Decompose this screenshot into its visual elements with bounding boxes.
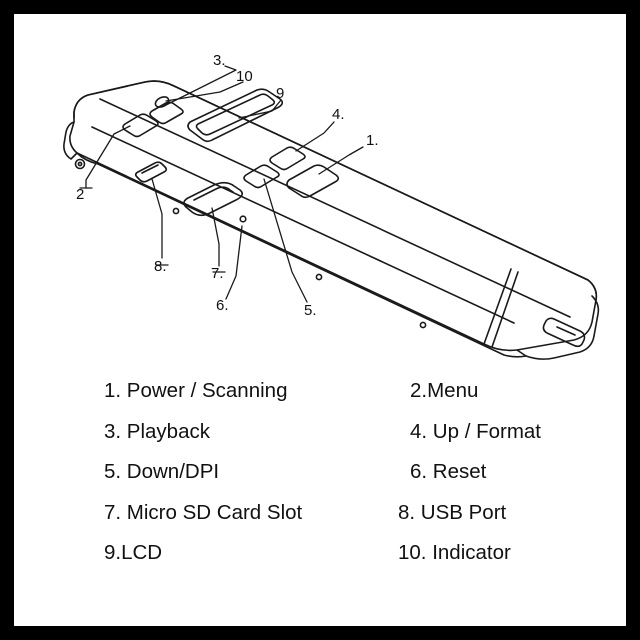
callout-9-label: 9: [276, 85, 285, 102]
callout-1-label: 1.: [366, 132, 379, 149]
callout-4-label: 4.: [332, 106, 345, 123]
callout-7-label: 7.: [211, 265, 224, 282]
legend-item-up-format: 4. Up / Format: [410, 419, 542, 443]
indicator-led: [154, 95, 171, 109]
usb-port: [136, 162, 167, 182]
legend-item-lcd: 9.LCD: [104, 541, 163, 565]
callout-3-label: 3.: [213, 52, 226, 69]
legend-row: [32, 501, 608, 525]
legend-item-power-scanning: 1. Power / Scanning: [104, 379, 288, 402]
up-format-button: [270, 147, 305, 169]
callout-5-label: 5.: [304, 302, 317, 319]
callout-6-label: 6.: [216, 297, 229, 314]
legend-item-indicator: 10. Indicator: [398, 541, 511, 565]
diagram-page: [14, 14, 626, 626]
legend-item-usb-port: 8. USB Port: [398, 500, 507, 524]
power-scanning-button: [287, 165, 338, 197]
reset-hole: [240, 216, 246, 222]
legend-item-down-dpi: 5. Down/DPI: [104, 460, 220, 484]
legend-row: [32, 460, 608, 484]
legend-row: [32, 541, 608, 565]
callout-10-label: 10: [236, 68, 253, 85]
legend-item-reset: 6. Reset: [410, 460, 487, 484]
callout-8-label: 8.: [154, 258, 167, 275]
callout-2-label: 2: [76, 186, 85, 203]
legend-item-micro-sd-card-slot: 7. Micro SD Card Slot: [104, 500, 303, 524]
legend-row: [32, 379, 608, 403]
legend-list: [14, 369, 626, 604]
legend-item-menu: 2.Menu: [410, 379, 479, 402]
legend-row: [32, 420, 608, 444]
scanner-diagram: [14, 14, 626, 364]
legend-item-playback: 3. Playback: [104, 419, 210, 443]
callout-labels: [76, 52, 379, 319]
